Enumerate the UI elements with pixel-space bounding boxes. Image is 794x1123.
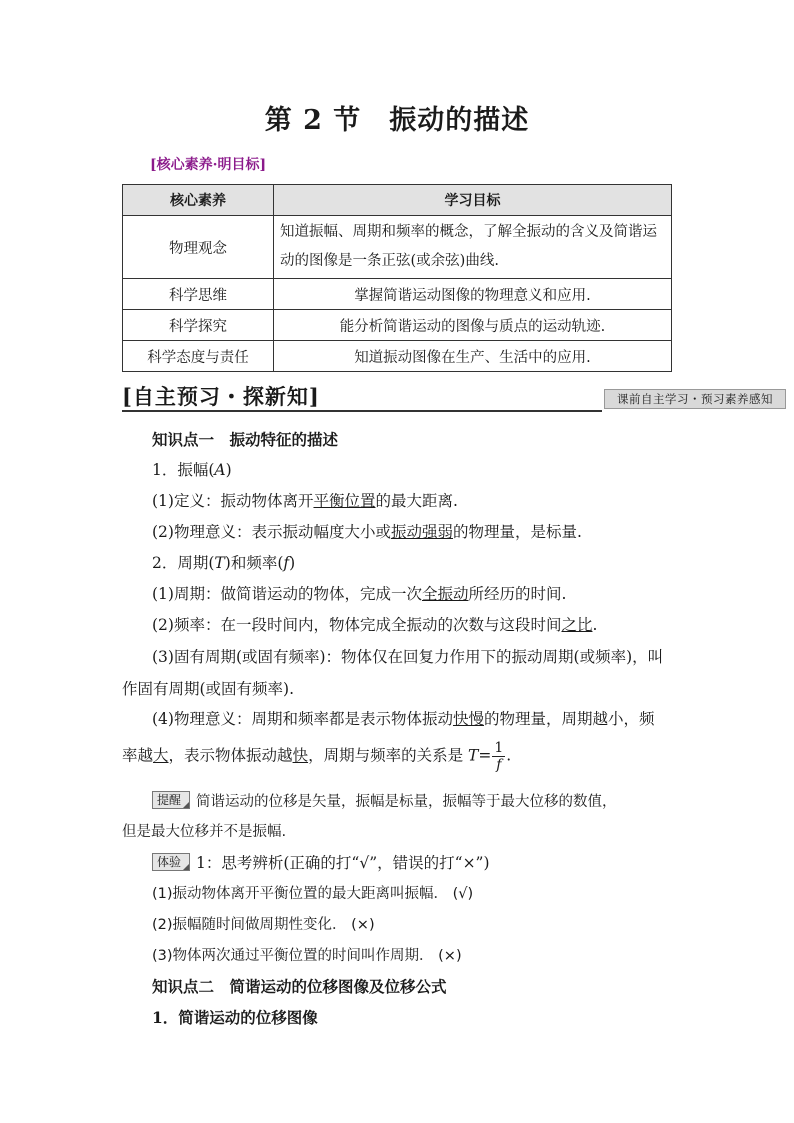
table-header-cell: 核心素养 (123, 185, 274, 216)
exp-label: 体验 (152, 853, 190, 871)
tip-line2: 但是最大位移并不是振幅. (122, 824, 287, 840)
exp-intro: 体验 1：思考辨析(正确的打“√”，错误的打“×”) (152, 851, 490, 873)
kp2-title: 知识点二 简谐运动的位移图像及位移公式 (152, 977, 447, 996)
table-header-cell: 学习目标 (274, 185, 672, 216)
exp-item: (2)振幅随时间做周期性变化． (×) (152, 917, 375, 933)
kp1-para-1: (1)定义：振动物体离开平衡位置的最大距离. (152, 492, 458, 510)
kp1-para-6-line1: (4)物理意义：周期和频率都是表示物体振动快慢的物理量，周期越小，频 (152, 710, 655, 728)
goals-table (122, 184, 672, 372)
kp1-para-2: (2)物理意义：表示振动幅度大小或振动强弱的物理量，是标量. (152, 523, 582, 541)
section-heading: [自主预习・探新知] (122, 384, 320, 409)
page-title (0, 98, 794, 137)
kp1-para-5-line2: 作固有周期(或固有频率). (122, 680, 295, 698)
table-cell: 能分析简谐运动的图像与质点的运动轨迹. (274, 310, 672, 341)
exp-item: (1)振动物体离开平衡位置的最大距离叫振幅． (√) (152, 886, 474, 902)
formula-T: T (468, 746, 479, 765)
tip-label: 提醒 (152, 791, 190, 809)
table-row (123, 341, 672, 372)
kp1-para-3: (1)周期：做简谐运动的物体，完成一次全振动所经历的时间. (152, 585, 567, 603)
table-cell: 科学态度与责任 (123, 341, 274, 372)
table-cell: 科学思维 (123, 279, 274, 310)
kp2-heading: 1．简谐运动的位移图像 (152, 1008, 318, 1027)
table-row (123, 216, 672, 279)
tip-line1: 提醒 简谐运动的位移是矢量，振幅是标量，振幅等于最大位移的数值， (152, 790, 617, 811)
formula-fraction: $\frac{1}{f}$ (494, 740, 504, 773)
exp-item: (3)物体两次通过平衡位置的时间叫作周期． (×) (152, 948, 462, 964)
kp1-heading-period: 2．周期(T)和频率(f) (152, 554, 296, 572)
kp1-para-5-line1: (3)固有周期(或固有频率)：物体仅在回复力作用下的振动周期(或频率)，叫 (152, 648, 664, 666)
kp1-para-4: (2)频率：在一段时间内，物体完成全振动的次数与这段时间之比. (152, 616, 598, 634)
kp1-title: 知识点一 振动特征的描述 (152, 430, 339, 449)
core-literacy-tag: [核心素养·明目标] (150, 157, 267, 173)
table-cell: 知道振动图像在生产、生活中的应用. (274, 341, 672, 372)
section-badge: 课前自主学习・预习素养感知 (604, 389, 786, 409)
table-cell: 知道振幅、周期和频率的概念，了解全振动的含义及简谐运动的图像是一条正弦(或余弦)曲线. (274, 216, 672, 279)
section-name: 振动的描述 (389, 105, 530, 136)
table-cell: 物理观念 (123, 216, 274, 279)
table-row (123, 279, 672, 310)
table-cell: 掌握简谐运动图像的物理意义和应用. (274, 279, 672, 310)
section-number: 第 2 节 (264, 105, 362, 136)
table-cell: 科学探究 (123, 310, 274, 341)
table-row (123, 310, 672, 341)
kp1-heading-amplitude: 1．振幅(A) (152, 461, 232, 479)
section-divider (122, 410, 602, 412)
kp1-para-6-line2: 率越大，表示物体振动越快，周期与频率的关系是 T= $\frac{1}{f}$ . (122, 740, 512, 773)
table-header-row (123, 185, 672, 216)
